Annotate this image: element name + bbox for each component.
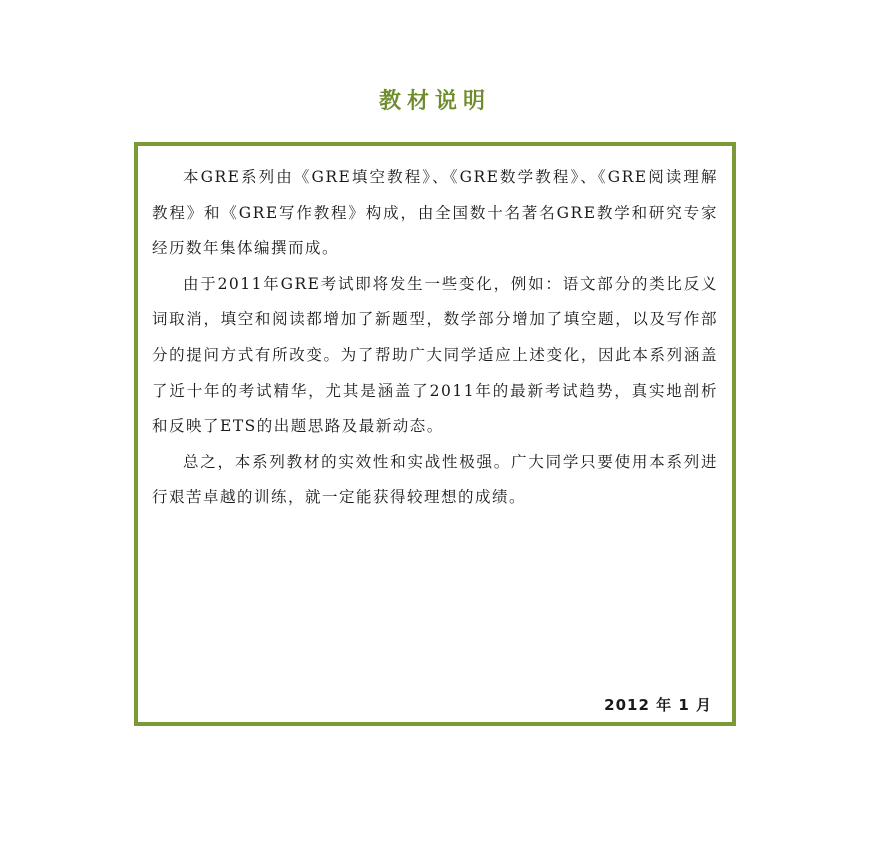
description-frame	[134, 142, 736, 726]
date-line: 2012 年 1 月	[604, 696, 712, 714]
paragraph-changes: 由于2011年GRE考试即将发生一些变化，例如：语文部分的类比反义词取消，填空和阅读都增加了新题型，数学部分增加了填空题，以及写作部分的提问方式有所改变。为了帮助广大同学适应上述变化，因此本系列涵盖了近十年的考试精华，尤其是涵盖了2011年的最新考试趋势，真实地剖析和反映了ETS的出题思路及最新动态。	[152, 274, 718, 436]
body-text	[152, 160, 718, 516]
page-title: 教材说明	[378, 88, 491, 114]
paragraph-intro: 本GRE系列由《GRE填空教程》、《GRE数学教程》、《GRE阅读理解教程》和《GRE写作教程》构成，由全国数十名著名GRE教学和研究专家经历数年集体编撰而成。	[152, 168, 718, 258]
paragraph-summary: 总之，本系列教材的实效性和实战性极强。广大同学只要使用本系列进行艰苦卓越的训练，就一定能获得较理想的成绩。	[152, 452, 718, 507]
